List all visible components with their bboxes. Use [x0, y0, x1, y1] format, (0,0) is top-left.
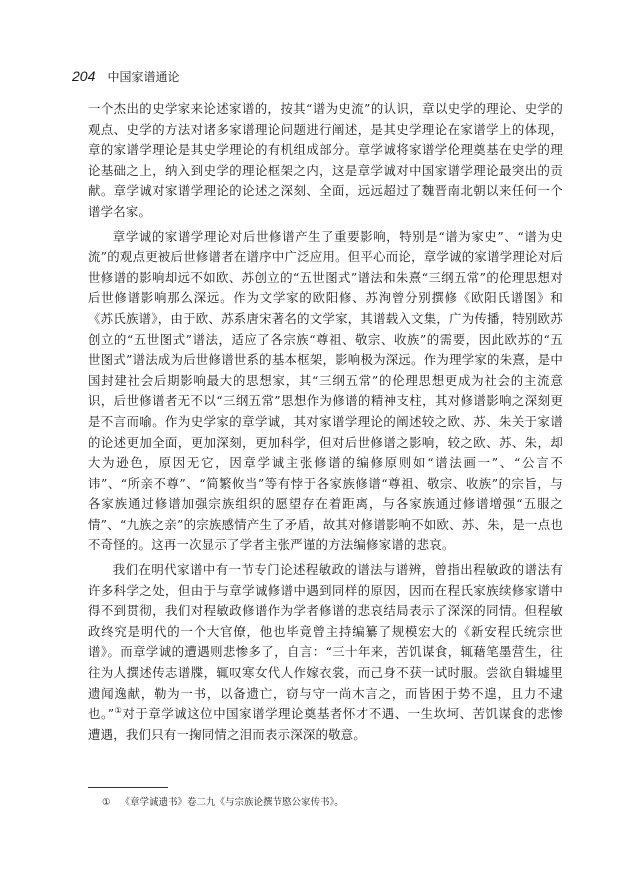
running-title: 中国家谱通论: [107, 70, 180, 84]
paragraph-cheng-minzheng: [88, 560, 563, 745]
paragraph-closing-text: 对于章学诚这位中国家谱学理论奠基者怀才不遇、一生坎坷、苦饥谋食的悲惨遭遇，我们只有一掬同情之泪而表示深深的敬意。: [88, 706, 564, 742]
page-header: [72, 68, 180, 86]
main-text: [88, 99, 563, 749]
page-number: 204: [72, 68, 96, 84]
footnote-reference[interactable]: ①: [114, 706, 123, 716]
paragraph-continuation: 一个杰出的史学家来论述家谱的，按其“谱为史流”的认识，章以史学的理论、史学的观点、史学的方法对诸多家谱理论问题进行阐述，是其史学理论在家谱学上的体现，章的家谱学理论是其史学理论的有机组成部分。章学诚将家谱学伦理奠基在史学的理论基础之上，纳入到史学的理论框架之内，这是章学诚对中国家谱学理论最突出的贡献。章学诚对家谱学理论的论述之深刻、全面，远远超过了魏晋南北朝以来任何一个谱学名家。: [88, 101, 563, 219]
footnote-divider: [88, 787, 168, 788]
paragraph-influence: 章学诚的家谱学理论对后世修谱产生了重要影响，特别是“谱为家史”、“谱为史流”的观点更被后世修谱者在谱序中广泛应用。但平心而论，章学诚的家谱学理论对后世修谱的影响却远不如欧、苏创立的“五世图式”谱法和朱熹“三纲五常”的伦理思想对后世修谱影响那么深远。作为文学家的欧阳修、苏洵曾分别撰修《欧阳氏谱图》和《苏氏族谱》，由于欧、苏系唐宋著名的文学家，其谱载入文集，广为传播，特别欧苏创立的“五世图式”谱法，适应了各宗族“尊祖、敬宗、收族”的需要，因此欧苏的“五世图式”谱法成为后世修谱世系的基本框架，影响极为深远。作为理学家的朱熹，是中国封建社会后期影响最大的思想家，其“三纲五常”的伦理思想更成为社会的主流意识，后世修谱者无不以“三纲五常”思想作为修谱的精神支柱，其对修谱影响之深刻更是不言而喻。作为史学家的章学诚，其对家谱学理论的阐述较之欧、苏、朱关于家谱的论述更加全面，更加深刻，更加科学，但对后世修谱之影响，较之欧、苏、朱，却大为逊色，原因无它，因章学诚主张修谱的编修原则如“谱法画一”、“公言不讳”、“所亲不尊”、“简繁攸当”等有悖于各家族修谱“尊祖、敬宗、收族”的宗旨，与各家族通过修谱加强宗族组织的愿望存在着距离，与各家族通过修谱增强“五服之情”、“九族之亲”的宗族感情产生了矛盾，故其对修谱影响不如欧、苏、朱，是一点也不奇怪的。这再一次显示了学者主张严谨的方法编修家谱的悲哀。: [88, 228, 563, 553]
footnote: [102, 796, 562, 810]
footnote-marker: ①: [102, 797, 111, 808]
footnote-text: 《章学诚遗书》卷二九《与宗族论撰节愍公家传书》。: [120, 797, 344, 808]
paragraph-cheng-minzheng-text: 我们在明代家谱中有一节专门论述程敏政的谱法与谱辨，曾指出程敏政的谱法有许多科学之处，但由于与章学诚修谱中遇到同样的原因，因而在程氏家族续修家谱中得不到贯彻，我们对程敏政修谱作为学者修谱的悲哀结局表示了深深的同情。但程敏政终究是明代的一个大官僚，他也毕竟曾主持编纂了规模宏大的《新安程氏统宗世谱》。而章学诚的遭遇则悲惨多了，自言：“三十年来，苦饥谋食，辄藉笔墨营生，往往为人撰述传志谱牒，辄叹寒女代人作嫁衣裳，而己身不获一试时服。尝欲自辑墟里遗闻逸献，勒为一书，以备遗亡，窃与守一尚木言之，而皆困于势不遑，且力不逮也。”: [88, 562, 563, 722]
